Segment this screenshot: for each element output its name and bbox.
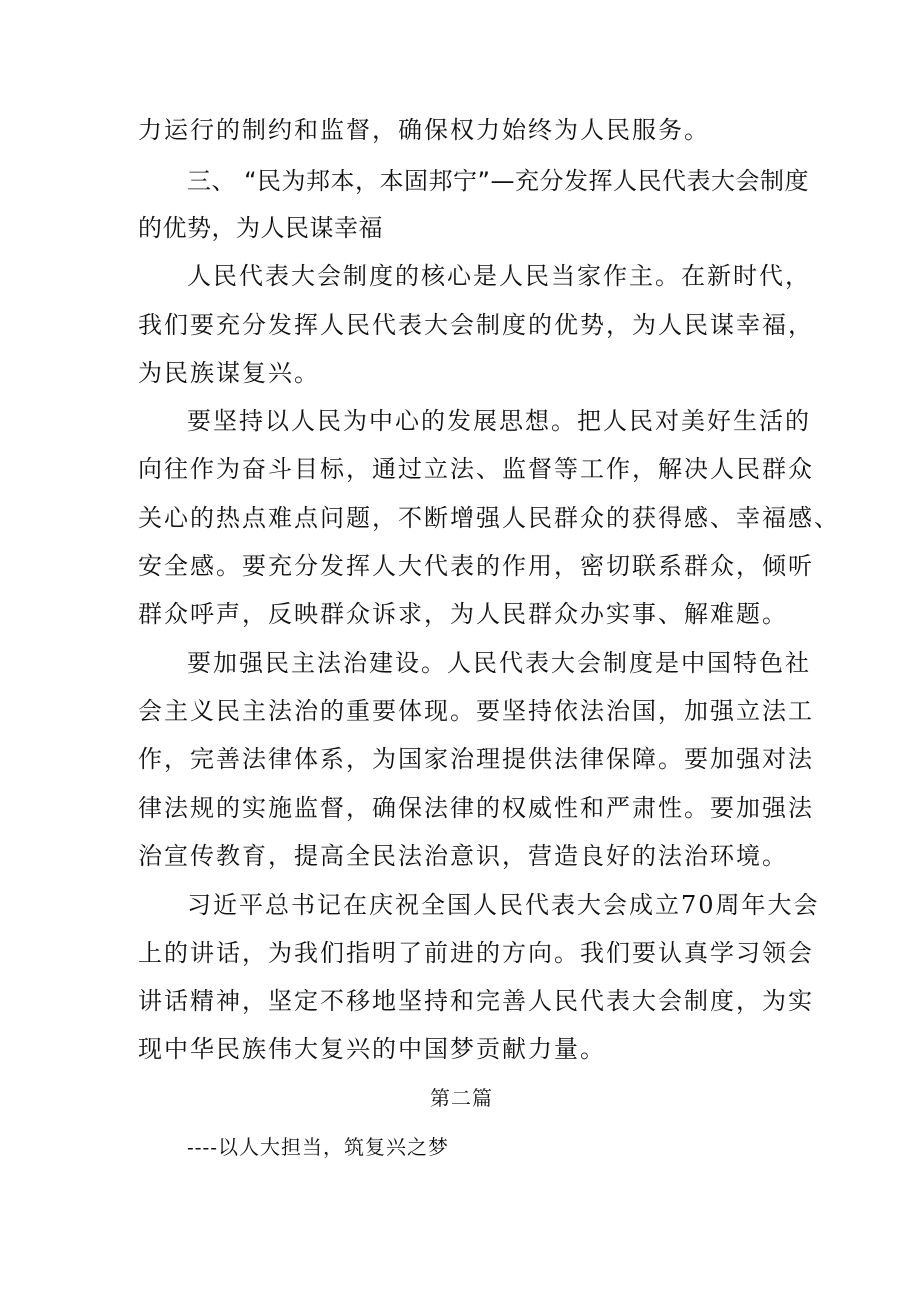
paragraph-2-line-1: 要坚持以人民为中心的发展思想。把人民对美好生活的 — [187, 407, 811, 435]
paragraph-3-line-4: 律法规的实施监督，确保法律的权威性和严肃性。要加强法 — [138, 794, 814, 822]
paragraph-3-line-2: 会主义民主法治的重要体现。要坚持依法治国，加强立法工 — [138, 697, 814, 725]
paragraph-2-line-5: 群众呼声，反映群众诉求，为人民群众办实事、解难题。 — [138, 600, 788, 628]
paragraph-4-line-3: 讲话精神，坚定不移地坚持和完善人民代表大会制度，为实 — [138, 987, 814, 1015]
part-title: 第二篇 — [430, 1086, 493, 1110]
paragraph-4-line-4: 现中华民族伟大复兴的中国梦贡献力量。 — [138, 1035, 606, 1063]
paragraph-1-line-1: 人民代表大会制度的核心是人民当家作主。在新时代， — [187, 262, 811, 290]
paragraph-4-line-1: 习近平总书记在庆祝全国人民代表大会成立70周年大会 — [187, 891, 820, 919]
paragraph-3-line-1: 要加强民主法治建设。人民代表大会制度是中国特色社 — [187, 649, 811, 677]
section-heading-line-1: 三、 “民为邦本，本固邦宁”—充分发挥人民代表大会制度 — [187, 167, 809, 195]
paragraph-2-line-3: 关心的热点难点问题，不断增强人民群众的获得感、幸福感、 — [138, 504, 840, 532]
section-heading-line-2: 的优势，为人民谋幸福 — [138, 214, 383, 242]
paragraph-2-line-4: 安全感。要充分发挥人大代表的作用，密切联系群众，倾听 — [138, 552, 814, 580]
paragraph-4-line-2: 上的讲话，为我们指明了前进的方向。我们要认真学习领会 — [138, 939, 814, 967]
paragraph-3-line-3: 作，完善法律体系，为国家治理提供法律保障。要加强对法 — [138, 745, 814, 773]
paragraph-1-line-2: 我们要充分发挥人民代表大会制度的优势，为人民谋幸福， — [138, 311, 814, 339]
paragraph-2-line-2: 向往作为奋斗目标，通过立法、监督等工作，解决人民群众 — [138, 455, 814, 483]
paragraph-3-line-5: 治宣传教育，提高全民法治意识，营造良好的法治环境。 — [138, 842, 788, 870]
carryover-line: 力运行的制约和监督，确保权力始终为人民服务。 — [138, 116, 710, 144]
part-subtitle: ----以人大担当，筑复兴之梦 — [187, 1135, 450, 1159]
paragraph-1-line-3: 为民族谋复兴。 — [138, 359, 320, 387]
